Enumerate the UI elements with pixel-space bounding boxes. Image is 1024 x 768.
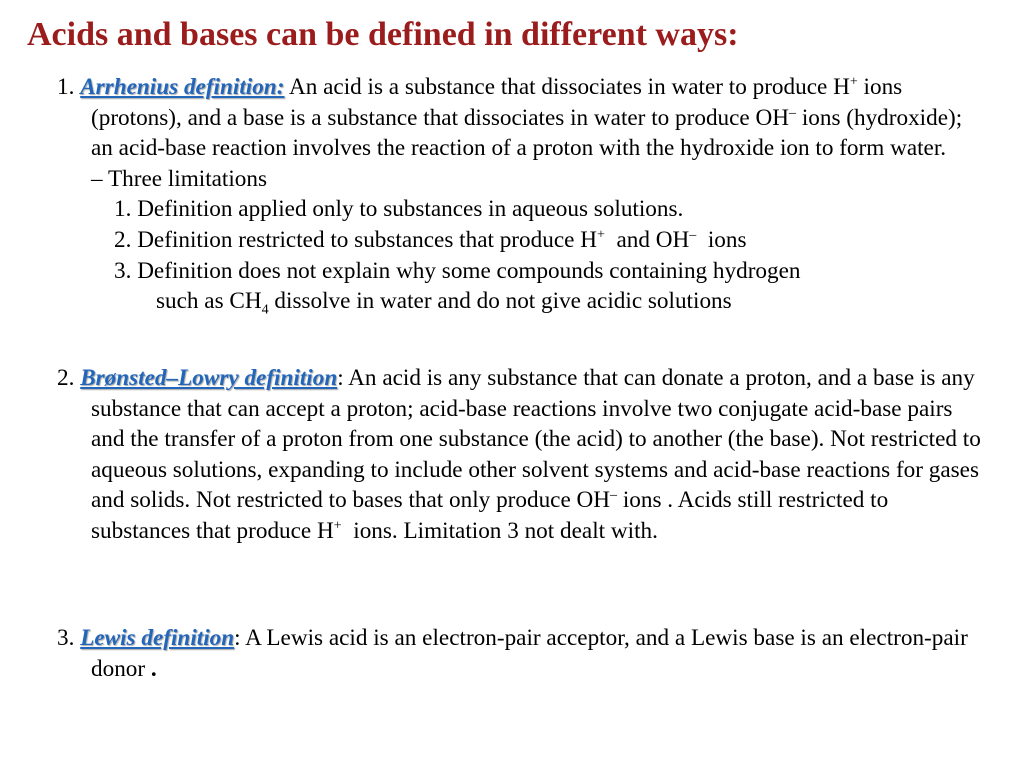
limitation-text: and OH (604, 226, 690, 253)
limitations-heading: – Three limitations (91, 165, 268, 192)
oh-minus-charge: – (610, 487, 618, 503)
limitation-number: 3. (114, 257, 132, 284)
arrhenius-text: An acid is a substance that dissociates in water to produce H (288, 74, 850, 100)
arrhenius-paragraph (57, 72, 987, 164)
limitation-item (57, 256, 987, 317)
bronsted-text: : An acid is any substance that can donate a proton, and a base is any substance that can accept a proton; acid-base reactions involve two conjugate acid-base pairs and the transfer of a proton from one substance (the acid) to another (the base). Not restricted to aqueous solutions, expanding to include other solvent systems and acid-base reactions for gases and solids. Not restricted to bases that only produce OH (91, 365, 981, 514)
bronsted-paragraph (57, 363, 987, 547)
h-plus-charge: + (333, 518, 342, 534)
limitation-item (57, 194, 987, 225)
lewis-paragraph (57, 623, 987, 684)
bronsted-text: ions. Limitation 3 not dealt with. (341, 517, 658, 544)
arrhenius-term: Arrhenius definition: (80, 74, 285, 100)
lewis-text: : A Lewis acid is an electron-pair acceptor, and a Lewis base is an electron-pair donor (91, 625, 968, 682)
arrhenius-text: ions (protons), and a base is a substance that dissociates in water to produce OH (91, 74, 903, 131)
oh-minus-charge: – (789, 104, 797, 120)
limitation-text: Definition restricted to substances that produce H (137, 226, 597, 253)
limitation-number: 2. (114, 226, 132, 253)
limitation-text: Definition applied only to substances in aqueous solutions. (137, 196, 684, 223)
arrhenius-text: ions (hydroxide); an acid-base reaction involves the reaction of a proton with the hydroxide ion to form water. (91, 104, 963, 162)
limitation-text: ions (696, 226, 747, 253)
ch4-subscript: 4 (261, 302, 269, 318)
limitation-text: dissolve in water and do not give acidic solutions (268, 288, 732, 315)
oh-minus-charge: – (689, 227, 697, 243)
h-plus-charge: + (596, 227, 605, 243)
item-number: 2. (57, 365, 75, 391)
h-plus-charge: + (849, 74, 858, 90)
lewis-period: . (150, 655, 157, 682)
slide-title: Acids and bases can be defined in different ways: (27, 16, 739, 53)
bronsted-text: ions . Acids still restricted to substances that produce H (91, 487, 889, 544)
limitation-number: 1. (114, 196, 132, 223)
lewis-term: Lewis definition (80, 625, 235, 651)
lewis-definition (57, 623, 987, 684)
bronsted-lowry-definition (57, 363, 987, 547)
limitation-item (57, 225, 987, 256)
item-number: 1. (57, 74, 75, 100)
bronsted-term: Brønsted–Lowry definition (80, 365, 338, 391)
item-number: 3. (57, 625, 75, 651)
arrhenius-definition (57, 72, 987, 317)
limitation-text: Definition does not explain why some compounds containing hydrogen (137, 257, 801, 284)
limitation-text: such as CH (156, 288, 262, 315)
